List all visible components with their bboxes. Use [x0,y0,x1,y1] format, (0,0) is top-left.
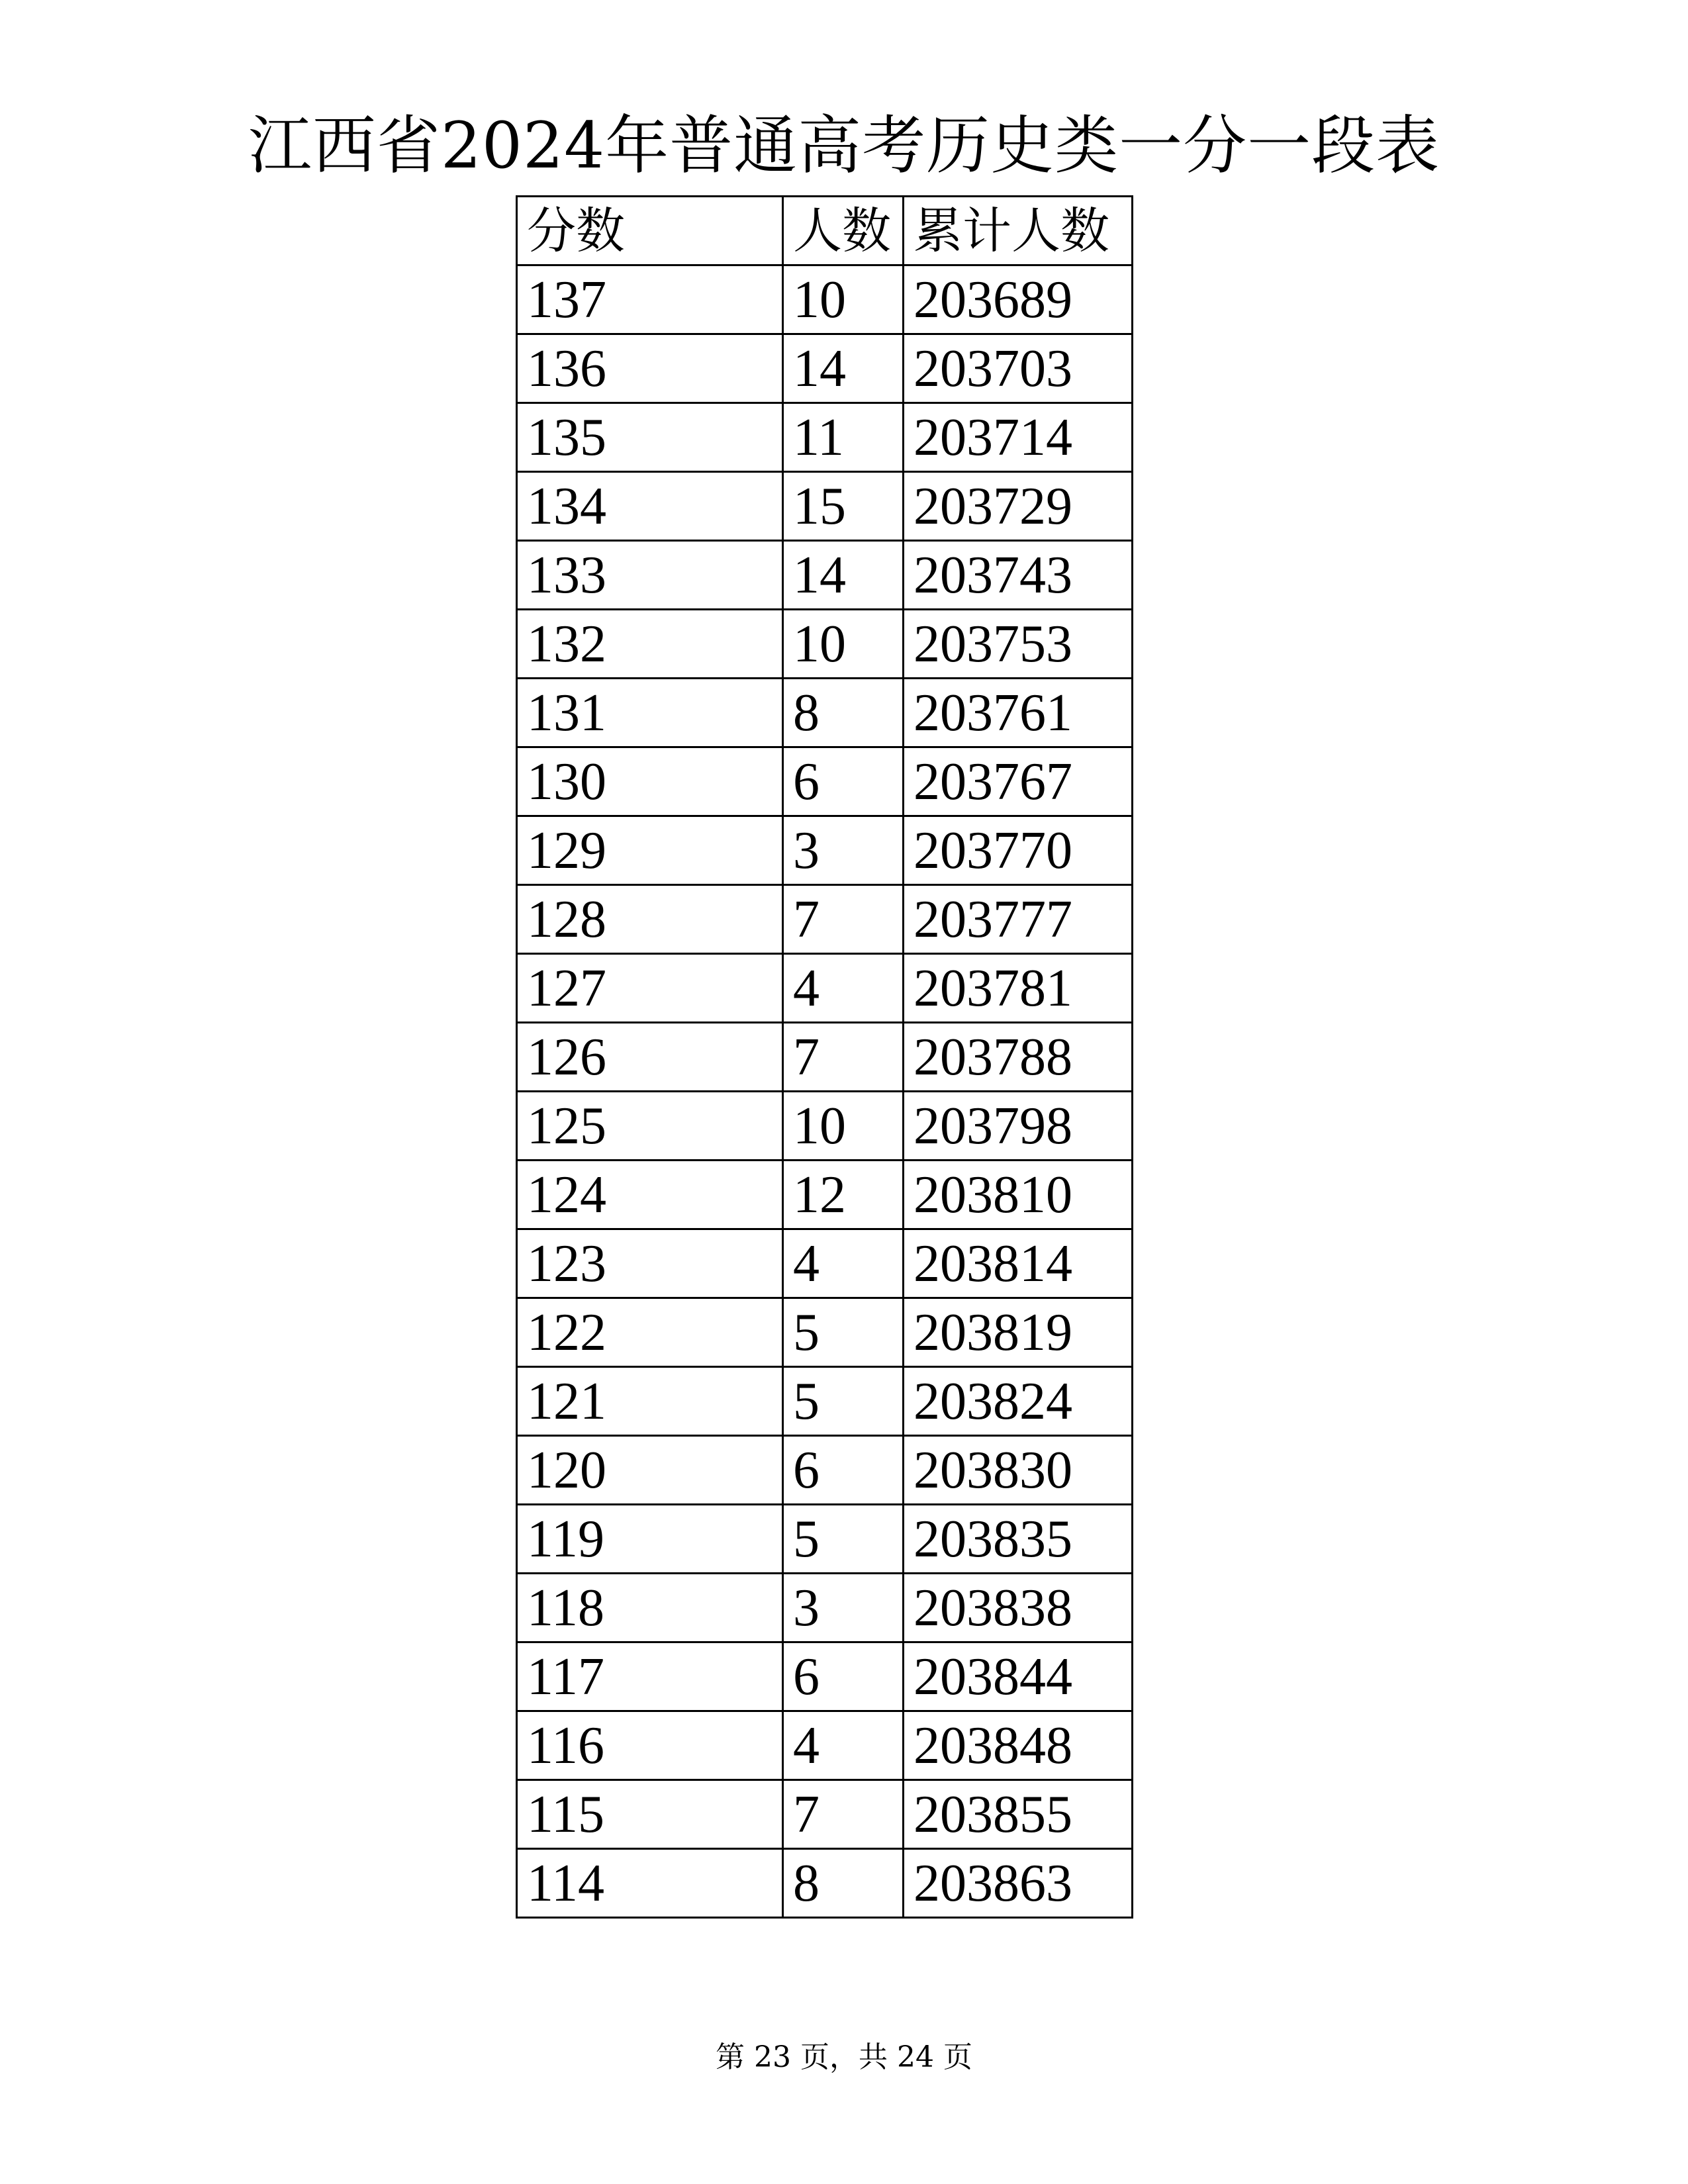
cell-cumulative: 203770 [904,816,1133,885]
cell-count: 7 [783,1780,904,1849]
cell-cumulative: 203824 [904,1367,1133,1436]
table-row [517,1849,1133,1918]
cell-score: 126 [517,1023,783,1092]
table-row [517,1711,1133,1780]
cell-count: 8 [783,679,904,747]
cell-score: 127 [517,954,783,1023]
table-row [517,1023,1133,1092]
cell-cumulative: 203830 [904,1436,1133,1505]
cell-cumulative: 203835 [904,1505,1133,1574]
cell-cumulative: 203761 [904,679,1133,747]
table-row [517,472,1133,541]
cell-cumulative: 203814 [904,1229,1133,1298]
table-row [517,1642,1133,1711]
cell-score: 120 [517,1436,783,1505]
cell-count: 4 [783,954,904,1023]
cell-score: 133 [517,541,783,610]
cell-count: 10 [783,1092,904,1161]
table-body [517,265,1133,1918]
cell-cumulative: 203714 [904,403,1133,472]
cell-count: 14 [783,541,904,610]
cell-score: 125 [517,1092,783,1161]
cell-cumulative: 203863 [904,1849,1133,1918]
cell-cumulative: 203819 [904,1298,1133,1367]
cell-score: 119 [517,1505,783,1574]
table-row [517,1298,1133,1367]
cell-cumulative: 203767 [904,747,1133,816]
table-row [517,1780,1133,1849]
cell-score: 114 [517,1849,783,1918]
cell-score: 134 [517,472,783,541]
cell-count: 11 [783,403,904,472]
cell-score: 124 [517,1161,783,1229]
cell-cumulative: 203753 [904,610,1133,679]
cell-count: 5 [783,1298,904,1367]
header-cumulative: 累计人数 [904,197,1133,265]
cell-count: 10 [783,610,904,679]
cell-cumulative: 203689 [904,265,1133,334]
cell-cumulative: 203788 [904,1023,1133,1092]
cell-cumulative: 203781 [904,954,1133,1023]
score-table [516,195,1133,1919]
header-score: 分数 [517,197,783,265]
cell-score: 116 [517,1711,783,1780]
cell-cumulative: 203703 [904,334,1133,403]
table-row [517,403,1133,472]
table-row [517,1505,1133,1574]
table-row [517,1574,1133,1642]
cell-count: 3 [783,1574,904,1642]
cell-cumulative: 203810 [904,1161,1133,1229]
cell-count: 7 [783,885,904,954]
cell-score: 118 [517,1574,783,1642]
cell-count: 3 [783,816,904,885]
table-header-row [517,197,1133,265]
cell-cumulative: 203729 [904,472,1133,541]
cell-score: 128 [517,885,783,954]
cell-score: 135 [517,403,783,472]
cell-score: 121 [517,1367,783,1436]
cell-score: 129 [517,816,783,885]
cell-count: 7 [783,1023,904,1092]
page-footer: 第 23 页，共 24 页 [716,2040,972,2074]
header-count: 人数 [783,197,904,265]
cell-count: 12 [783,1161,904,1229]
cell-count: 4 [783,1229,904,1298]
table-row [517,885,1133,954]
cell-count: 6 [783,747,904,816]
table-row [517,954,1133,1023]
cell-score: 136 [517,334,783,403]
table-row [517,747,1133,816]
cell-cumulative: 203743 [904,541,1133,610]
cell-score: 130 [517,747,783,816]
cell-cumulative: 203777 [904,885,1133,954]
cell-count: 6 [783,1436,904,1505]
page-title: 江西省2024年普通高考历史类一分一段表 [248,109,1440,183]
cell-count: 5 [783,1367,904,1436]
table-row [517,816,1133,885]
table-row [517,1161,1133,1229]
cell-count: 8 [783,1849,904,1918]
cell-cumulative: 203838 [904,1574,1133,1642]
cell-cumulative: 203848 [904,1711,1133,1780]
cell-score: 131 [517,679,783,747]
table-row [517,1092,1133,1161]
cell-cumulative: 203855 [904,1780,1133,1849]
cell-count: 10 [783,265,904,334]
cell-cumulative: 203798 [904,1092,1133,1161]
cell-score: 132 [517,610,783,679]
cell-count: 6 [783,1642,904,1711]
table-row [517,1367,1133,1436]
table-row [517,541,1133,610]
table-row [517,334,1133,403]
table-row [517,1229,1133,1298]
cell-count: 15 [783,472,904,541]
table-row [517,679,1133,747]
cell-count: 5 [783,1505,904,1574]
table-row [517,265,1133,334]
cell-count: 14 [783,334,904,403]
cell-cumulative: 203844 [904,1642,1133,1711]
cell-score: 117 [517,1642,783,1711]
table-row [517,610,1133,679]
cell-score: 122 [517,1298,783,1367]
cell-score: 123 [517,1229,783,1298]
cell-score: 137 [517,265,783,334]
cell-count: 4 [783,1711,904,1780]
cell-score: 115 [517,1780,783,1849]
table-row [517,1436,1133,1505]
